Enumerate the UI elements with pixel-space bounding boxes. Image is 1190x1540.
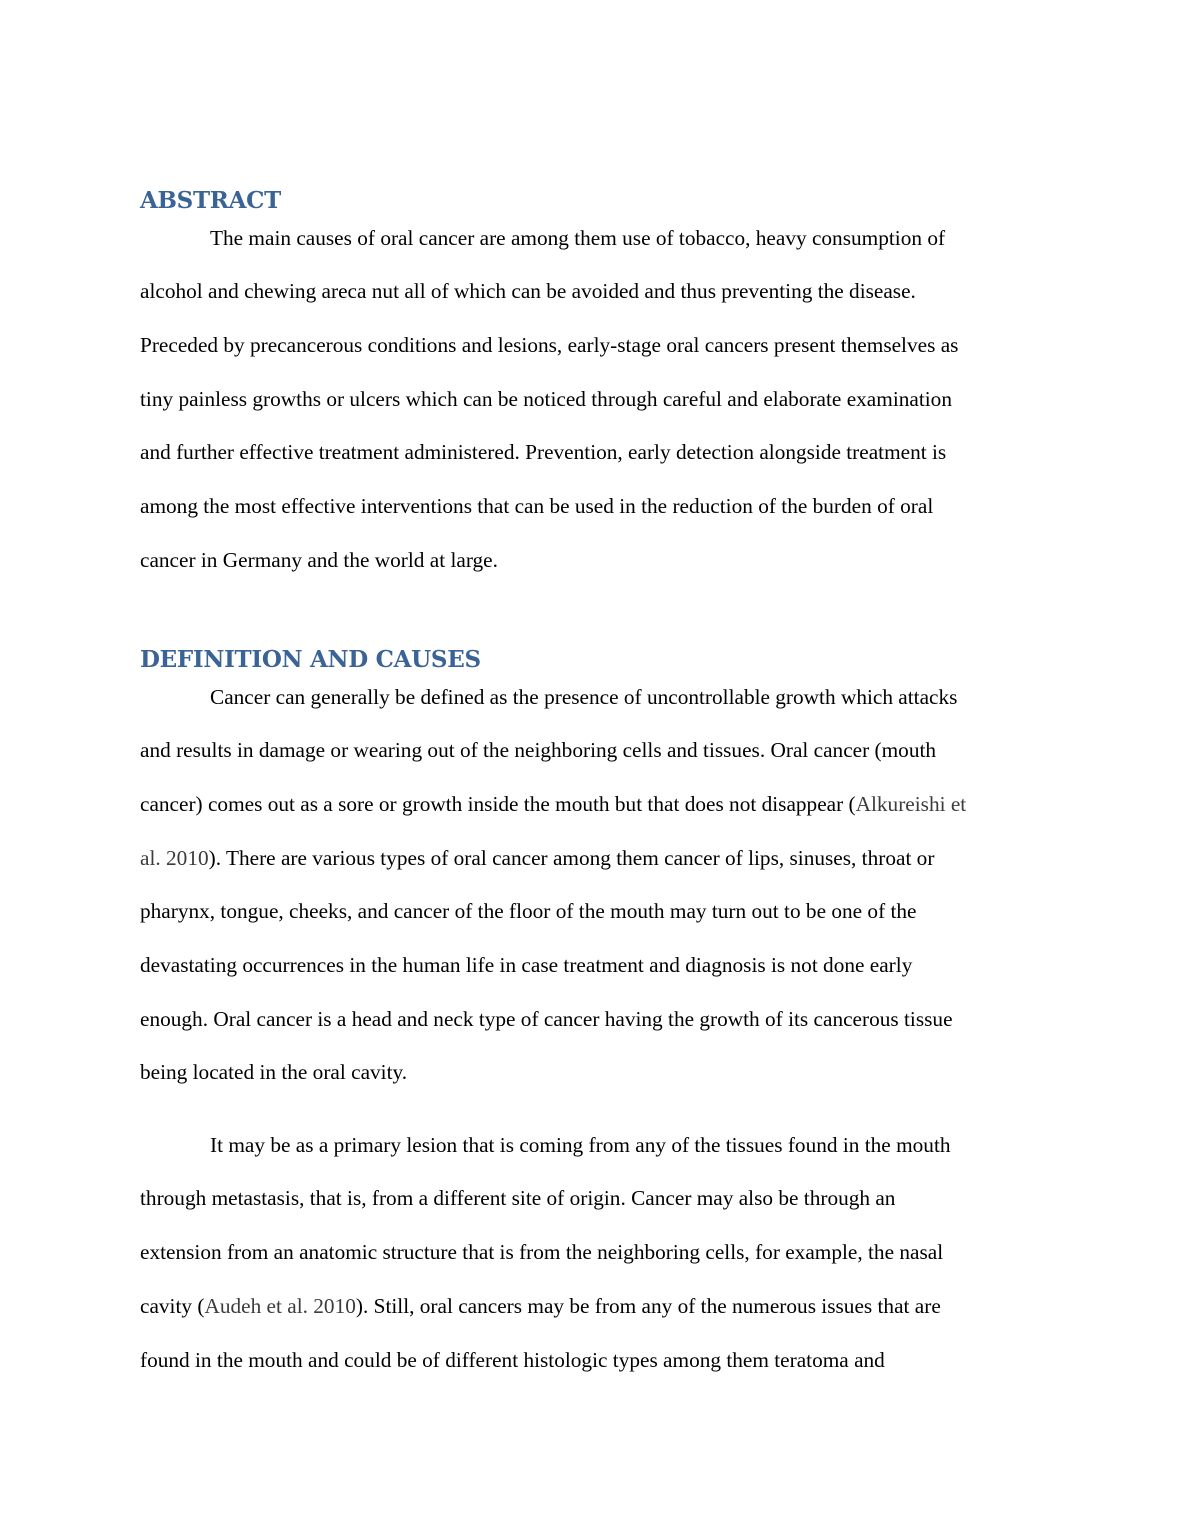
citation-audeh: Audeh et al. 2010 bbox=[204, 1294, 356, 1318]
citation-alkureishi: Alkureishi et bbox=[855, 792, 967, 816]
definition-line: and results in damage or wearing out of the neighboring cells and tissues. Oral cancer (mouth bbox=[140, 738, 937, 762]
line-text: cancer) comes out as a sore or growth inside the mouth but that does not disappear ( bbox=[140, 792, 856, 816]
abstract-heading: ABSTRACT bbox=[140, 187, 281, 214]
definition-line: Cancer can generally be defined as the presence of uncontrollable growth which attacks bbox=[210, 685, 958, 709]
abstract-line: cancer in Germany and the world at large. bbox=[140, 548, 498, 572]
definition-line: found in the mouth and could be of different histologic types among them teratoma and bbox=[140, 1348, 885, 1372]
definition-line: through metastasis, that is, from a different site of origin. Cancer may also be through an bbox=[140, 1186, 896, 1210]
line-text: ). There are various types of oral cancer among them cancer of lips, sinuses, throat or bbox=[208, 846, 935, 870]
definition-line: being located in the oral cavity. bbox=[140, 1060, 408, 1084]
abstract-line: The main causes of oral cancer are among them use of tobacco, heavy consumption of bbox=[210, 226, 946, 250]
definition-heading: DEFINITION AND CAUSES bbox=[140, 646, 481, 673]
definition-line: devastating occurrences in the human life in case treatment and diagnosis is not done early bbox=[140, 953, 913, 977]
definition-line: extension from an anatomic structure that is from the neighboring cells, for example, the nasal bbox=[140, 1240, 944, 1264]
abstract-line: and further effective treatment administered. Prevention, early detection alongside treatment is bbox=[140, 440, 947, 464]
line-text: ). Still, oral cancers may be from any of the numerous issues that are bbox=[355, 1294, 941, 1318]
abstract-line: among the most effective interventions that can be used in the reduction of the burden of oral bbox=[140, 494, 934, 518]
definition-line bbox=[140, 1293, 941, 1319]
definition-line: enough. Oral cancer is a head and neck type of cancer having the growth of its cancerous tissue bbox=[140, 1007, 953, 1031]
abstract-line: Preceded by precancerous conditions and lesions, early-stage oral cancers present themselves as bbox=[140, 333, 959, 357]
definition-line bbox=[140, 845, 934, 871]
line-text: cavity ( bbox=[140, 1294, 205, 1318]
citation-year: al. 2010 bbox=[140, 846, 209, 870]
abstract-line: tiny painless growths or ulcers which can be noticed through careful and elaborate examination bbox=[140, 387, 952, 411]
definition-line bbox=[140, 791, 966, 817]
definition-line: pharynx, tongue, cheeks, and cancer of the floor of the mouth may turn out to be one of the bbox=[140, 899, 917, 923]
abstract-line: alcohol and chewing areca nut all of which can be avoided and thus preventing the disease. bbox=[140, 279, 916, 303]
definition-line: It may be as a primary lesion that is coming from any of the tissues found in the mouth bbox=[210, 1133, 951, 1157]
